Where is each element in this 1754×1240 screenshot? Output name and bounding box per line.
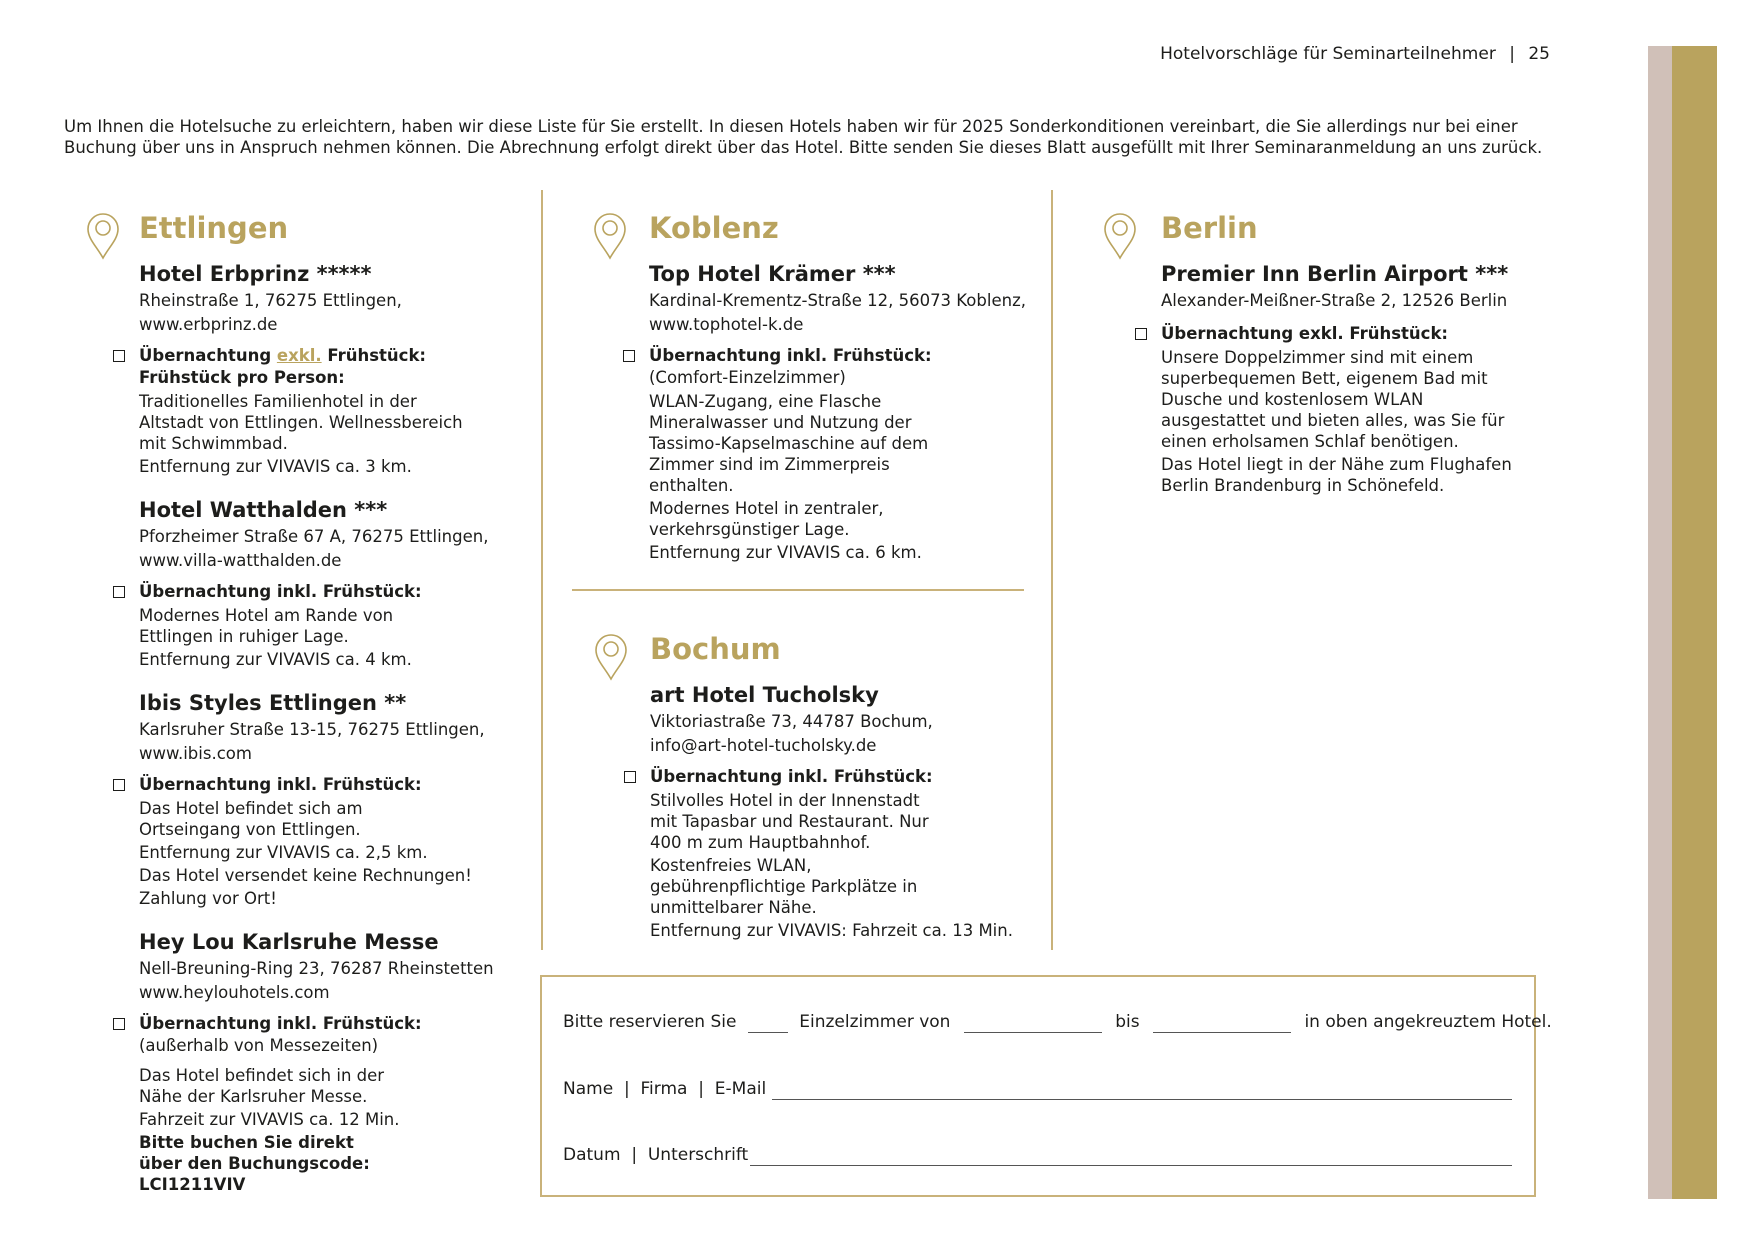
date-to-field[interactable]	[1153, 1012, 1291, 1033]
form-label-signature: Datum | Unterschrift	[563, 1145, 749, 1165]
hotel-address	[139, 289, 519, 337]
date-signature-field[interactable]	[750, 1165, 1512, 1166]
hotel-website: www.erbprinz.de	[139, 315, 278, 334]
city-heading: Bochum	[650, 632, 781, 666]
hotel-distance: Entfernung zur VIVAVIS ca. 4 km.	[139, 650, 412, 669]
form-label: Einzelzimmer von	[799, 1012, 951, 1032]
address-line: Rheinstraße 1, 76275 Ettlingen,	[139, 291, 402, 310]
decor-band-gold	[1672, 46, 1717, 1199]
hotel-description-2: Modernes Hotel in zentraler, verkehrsgünstiger Lage.	[649, 499, 884, 539]
column-divider-1	[541, 190, 543, 950]
address-line: Kardinal-Krementz-Straße 12, 56073 Koblenz,	[649, 291, 1026, 310]
option-highlight: exkl.	[276, 346, 322, 365]
city-heading: Berlin	[1161, 211, 1258, 245]
hotel-website: www.heylouhotels.com	[139, 983, 330, 1002]
checkbox[interactable]	[113, 1018, 125, 1030]
hotel-website: www.ibis.com	[139, 744, 252, 763]
booking-option	[1161, 323, 1561, 345]
hotel-name: Hey Lou Karlsruhe Messe	[139, 930, 439, 954]
city-heading: Ettlingen	[139, 211, 289, 245]
running-header	[1100, 44, 1550, 64]
date-from-field[interactable]	[964, 1012, 1102, 1033]
reservation-form	[540, 975, 1552, 1197]
option-sublabel: Frühstück pro Person:	[139, 368, 345, 387]
option-label: Frühstück:	[321, 346, 427, 365]
option-sublabel: (außerhalb von Messezeiten)	[139, 1036, 379, 1055]
booking-code-note: Bitte buchen Sie direkt über den Buchungscode: LCI1211VIV	[139, 1133, 370, 1194]
hotel-address	[139, 718, 519, 766]
location-pin-icon	[593, 212, 627, 260]
booking-option	[139, 345, 519, 389]
form-label: Bitte reservieren Sie	[563, 1012, 737, 1032]
address-line: Karlsruher Straße 13-15, 76275 Ettlingen,	[139, 720, 485, 739]
form-label: in oben angekreuztem Hotel.	[1304, 1012, 1552, 1032]
hotel-description: Modernes Hotel am Rande von Ettlingen in ruhiger Lage.	[139, 606, 394, 646]
hotel-website: www.villa-watthalden.de	[139, 551, 342, 570]
column-ettlingen	[139, 211, 519, 1195]
checkbox[interactable]	[1135, 328, 1147, 340]
option-label: Übernachtung inkl. Frühstück:	[139, 775, 422, 794]
form-row-reservation	[563, 1012, 1552, 1033]
checkbox[interactable]	[113, 779, 125, 791]
address-line: Nell-Breuning-Ring 23, 76287 Rheinstetten	[139, 959, 494, 978]
hotel-description: Traditionelles Familienhotel in der Altstadt von Ettlingen. Wellnessbereich mit Schwimmbad.	[139, 392, 463, 453]
hotel-note: Das Hotel versendet keine Rechnungen!	[139, 866, 472, 885]
hotel-name: Ibis Styles Ettlingen **	[139, 691, 407, 715]
option-label: Übernachtung	[139, 346, 277, 365]
page-number: 25	[1528, 44, 1550, 64]
header-title: Hotelvorschläge für Seminarteilnehmer	[1160, 44, 1496, 64]
option-label: Übernachtung inkl. Frühstück:	[139, 582, 422, 601]
checkbox[interactable]	[623, 350, 635, 362]
intro-text: Um Ihnen die Hotelsuche zu erleichtern, haben wir diese Liste für Sie erstellt. In diesen Hotels haben wir für 2025 Sonderkonditionen vereinbart, die Sie allerdings nur bei einer Buchung über uns in Anspruch nehmen können. Die Abrechnung erfolgt direkt über das Hotel. Bitte senden Sie dieses Blatt ausgefüllt mit Ihrer Seminaranmeldung an uns zurück.	[64, 117, 1543, 157]
location-pin-icon	[1103, 212, 1137, 260]
option-label: Übernachtung inkl. Frühstück:	[650, 767, 933, 786]
address-line: Pforzheimer Straße 67 A, 76275 Ettlingen,	[139, 527, 489, 546]
option-label: Übernachtung inkl. Frühstück:	[649, 346, 932, 365]
room-count-field[interactable]	[748, 1012, 788, 1033]
hotel-address	[649, 289, 1029, 337]
checkbox[interactable]	[113, 586, 125, 598]
hotel-description: Das Hotel befindet sich am Ortseingang von Ettlingen.	[139, 799, 363, 839]
checkbox[interactable]	[624, 771, 636, 783]
hotel-description: Unsere Doppelzimmer sind mit einem superbequemen Bett, eigenem Bad mit Dusche und kostenlosem WLAN ausgestattet und bieten alles, was Sie für einen erholsamen Schlaf benötigen.	[1161, 348, 1505, 451]
booking-option	[139, 774, 519, 796]
hotel-description: Das Hotel befindet sich in der Nähe der Karlsruher Messe.	[139, 1066, 385, 1106]
hotel-address	[650, 710, 1030, 758]
hotel-address	[1161, 289, 1561, 313]
hotel-name: Hotel Watthalden ***	[139, 498, 388, 522]
hotel-description-2: Das Hotel liegt in der Nähe zum Flughafen Berlin Brandenburg in Schönefeld.	[1161, 455, 1512, 495]
form-label: bis	[1115, 1012, 1140, 1032]
location-pin-icon	[594, 633, 628, 681]
booking-option	[650, 766, 1030, 788]
column-divider-2	[1051, 190, 1053, 950]
header-separator: |	[1509, 44, 1515, 64]
hotel-distance: Fahrzeit zur VIVAVIS ca. 12 Min.	[139, 1110, 400, 1129]
form-label-name: Name | Firma | E-Mail	[563, 1079, 767, 1099]
option-label: Übernachtung inkl. Frühstück:	[139, 1014, 422, 1033]
column-koblenz	[649, 211, 1029, 563]
checkbox[interactable]	[113, 350, 125, 362]
location-pin-icon	[86, 212, 120, 260]
hotel-email: info@art-hotel-tucholsky.de	[650, 736, 877, 755]
column-berlin	[1161, 211, 1561, 496]
hotel-distance: Entfernung zur VIVAVIS ca. 2,5 km.	[139, 843, 428, 862]
name-company-email-field[interactable]	[772, 1099, 1512, 1100]
hotel-description-2: Kostenfreies WLAN, gebührenpflichtige Parkplätze in unmittelbarer Nähe.	[650, 856, 918, 917]
hotel-address	[139, 957, 519, 1005]
hotel-name: Top Hotel Krämer ***	[649, 262, 896, 286]
hotel-name: Hotel Erbprinz *****	[139, 262, 372, 286]
hotel-distance: Entfernung zur VIVAVIS: Fahrzeit ca. 13 Min.	[650, 921, 1013, 940]
booking-option	[649, 345, 1029, 389]
address-line: Alexander-Meißner-Straße 2, 12526 Berlin	[1161, 291, 1508, 310]
hotel-description: WLAN-Zugang, eine Flasche Mineralwasser und Nutzung der Tassimo-Kapselmaschine auf dem Zimmer sind im Zimmerpreis enthalten.	[649, 392, 929, 495]
hotel-description: Stilvolles Hotel in der Innenstadt mit Tapasbar und Restaurant. Nur 400 m zum Hauptbahnhof.	[650, 791, 929, 852]
hotel-distance: Entfernung zur VIVAVIS ca. 3 km.	[139, 457, 412, 476]
option-sublabel: (Comfort-Einzelzimmer)	[649, 368, 846, 387]
booking-option	[139, 1013, 519, 1057]
option-label: Übernachtung exkl. Frühstück:	[1161, 324, 1449, 343]
column-bochum	[650, 632, 1030, 941]
city-heading: Koblenz	[649, 211, 779, 245]
hotel-note: Zahlung vor Ort!	[139, 889, 277, 908]
hotel-name: art Hotel Tucholsky	[650, 683, 879, 707]
decor-band-light	[1648, 46, 1672, 1199]
address-line: Viktoriastraße 73, 44787 Bochum,	[650, 712, 933, 731]
hotel-address	[139, 525, 519, 573]
koblenz-bochum-divider	[572, 589, 1024, 591]
booking-option	[139, 581, 519, 603]
hotel-distance: Entfernung zur VIVAVIS ca. 6 km.	[649, 543, 922, 562]
hotel-website: www.tophotel-k.de	[649, 315, 804, 334]
hotel-name: Premier Inn Berlin Airport ***	[1161, 262, 1509, 286]
